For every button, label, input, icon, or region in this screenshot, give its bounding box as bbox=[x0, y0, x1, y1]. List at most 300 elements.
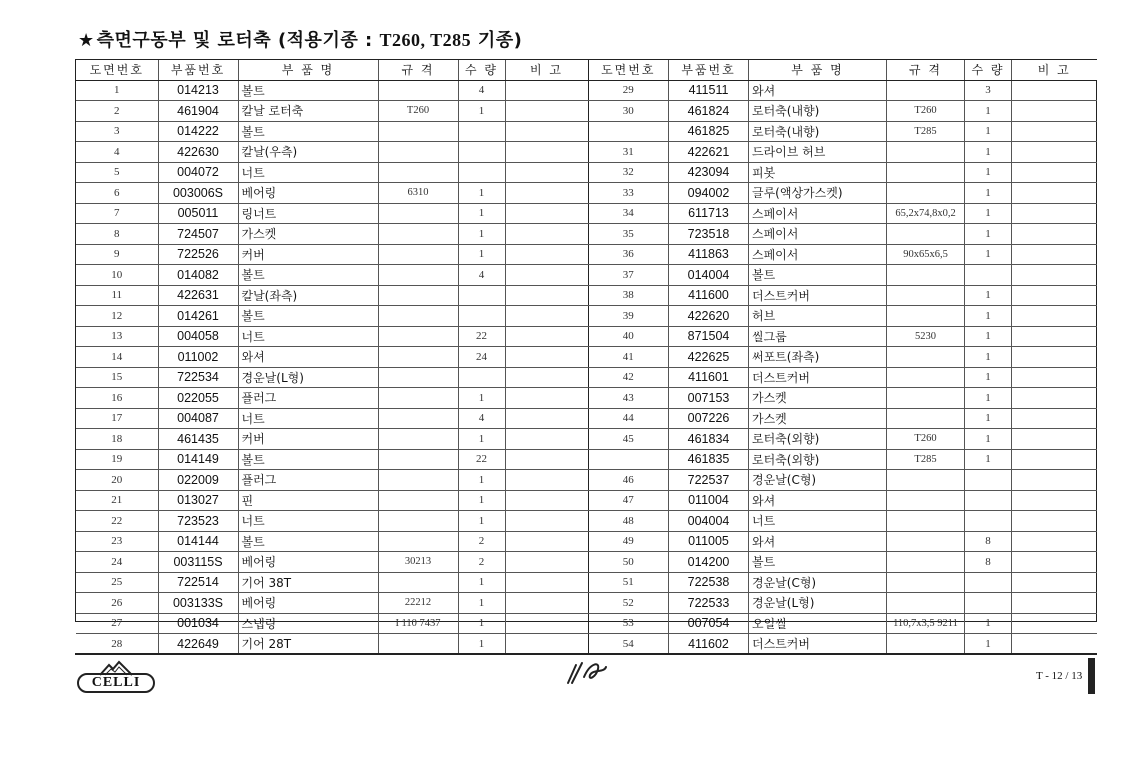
remark-cell bbox=[505, 162, 588, 183]
part-no-cell: 722526 bbox=[158, 244, 238, 265]
spec-cell: T260 bbox=[887, 101, 965, 122]
remark-cell bbox=[1012, 531, 1097, 552]
drawing-no-cell: 23 bbox=[76, 531, 158, 552]
remark-cell bbox=[505, 203, 588, 224]
part-name-cell: 볼트 bbox=[238, 80, 378, 101]
part-no-cell: 461904 bbox=[158, 101, 238, 122]
part-name-cell: 경운날(L형) bbox=[238, 367, 378, 388]
drawing-no-cell: 43 bbox=[589, 388, 669, 409]
qty-cell bbox=[458, 306, 505, 327]
spec-cell: 6310 bbox=[378, 183, 458, 204]
drawing-no-cell: 25 bbox=[76, 572, 158, 593]
qty-cell: 8 bbox=[965, 531, 1012, 552]
table-row bbox=[76, 572, 588, 593]
spec-cell bbox=[378, 347, 458, 368]
table-row bbox=[589, 224, 1097, 245]
table-row bbox=[589, 634, 1097, 654]
drawing-no-cell: 37 bbox=[589, 265, 669, 286]
spec-cell bbox=[887, 183, 965, 204]
drawing-no-cell: 2 bbox=[76, 101, 158, 122]
spec-cell bbox=[378, 142, 458, 163]
spec-cell: I 110 7437 bbox=[378, 613, 458, 634]
table-row bbox=[76, 224, 588, 245]
drawing-no-cell: 28 bbox=[76, 634, 158, 654]
part-no-cell: 411602 bbox=[669, 634, 749, 654]
qty-cell bbox=[965, 593, 1012, 614]
drawing-no-cell: 52 bbox=[589, 593, 669, 614]
remark-cell bbox=[1012, 101, 1097, 122]
part-name-cell: 써포트(좌측) bbox=[749, 347, 887, 368]
spec-cell bbox=[887, 593, 965, 614]
part-no-cell: 411601 bbox=[669, 367, 749, 388]
remark-cell bbox=[505, 80, 588, 101]
drawing-no-cell: 30 bbox=[589, 101, 669, 122]
part-no-cell: 001034 bbox=[158, 613, 238, 634]
part-name-cell: 더스트커버 bbox=[749, 285, 887, 306]
remark-cell bbox=[1012, 244, 1097, 265]
drawing-no-cell: 51 bbox=[589, 572, 669, 593]
spec-cell bbox=[378, 306, 458, 327]
remark-cell bbox=[1012, 470, 1097, 491]
drawing-no-cell: 5 bbox=[76, 162, 158, 183]
part-no-cell: 003133S bbox=[158, 593, 238, 614]
part-no-cell: 004072 bbox=[158, 162, 238, 183]
table-row bbox=[76, 142, 588, 163]
part-name-cell: 경운날(L형) bbox=[749, 593, 887, 614]
qty-cell: 4 bbox=[458, 408, 505, 429]
part-name-cell: 글루(액상가스켓) bbox=[749, 183, 887, 204]
table-row bbox=[76, 634, 588, 654]
drawing-no-cell: 46 bbox=[589, 470, 669, 491]
drawing-no-cell: 1 bbox=[76, 80, 158, 101]
spec-cell bbox=[887, 531, 965, 552]
remark-cell bbox=[505, 408, 588, 429]
handwritten-signature bbox=[560, 655, 620, 687]
drawing-no-cell: 48 bbox=[589, 511, 669, 532]
part-name-cell: 커버 bbox=[238, 429, 378, 450]
table-row bbox=[76, 593, 588, 614]
part-no-cell: 011004 bbox=[669, 490, 749, 511]
part-name-cell: 로터축(내향) bbox=[749, 121, 887, 142]
spec-cell: 90x65x6,5 bbox=[887, 244, 965, 265]
qty-cell: 1 bbox=[965, 244, 1012, 265]
table-header-row bbox=[76, 60, 588, 80]
part-name-cell: 피봇 bbox=[749, 162, 887, 183]
spec-cell: 22212 bbox=[378, 593, 458, 614]
drawing-no-cell: 41 bbox=[589, 347, 669, 368]
table-row bbox=[589, 531, 1097, 552]
header-qty: 수 량 bbox=[458, 60, 505, 80]
table-row bbox=[76, 470, 588, 491]
part-name-cell: 베어링 bbox=[238, 183, 378, 204]
part-name-cell: 경운날(C형) bbox=[749, 470, 887, 491]
spec-cell: 65,2x74,8x0,2 bbox=[887, 203, 965, 224]
drawing-no-cell: 34 bbox=[589, 203, 669, 224]
part-no-cell: 014261 bbox=[158, 306, 238, 327]
title-tail: 기종) bbox=[471, 30, 523, 51]
remark-cell bbox=[505, 449, 588, 470]
table-row bbox=[589, 408, 1097, 429]
remark-cell bbox=[505, 511, 588, 532]
part-no-cell: 722533 bbox=[669, 593, 749, 614]
part-name-cell: 와셔 bbox=[749, 490, 887, 511]
qty-cell bbox=[458, 162, 505, 183]
table-row bbox=[589, 101, 1097, 122]
part-no-cell: 005011 bbox=[158, 203, 238, 224]
spec-cell bbox=[887, 224, 965, 245]
remark-cell bbox=[1012, 265, 1097, 286]
drawing-no-cell: 10 bbox=[76, 265, 158, 286]
celli-logo bbox=[77, 660, 155, 694]
part-no-cell: 014200 bbox=[669, 552, 749, 573]
spec-cell bbox=[887, 388, 965, 409]
spec-cell bbox=[887, 265, 965, 286]
qty-cell bbox=[458, 142, 505, 163]
drawing-no-cell: 21 bbox=[76, 490, 158, 511]
remark-cell bbox=[1012, 347, 1097, 368]
header-qty: 수 량 bbox=[965, 60, 1012, 80]
part-no-cell: 723523 bbox=[158, 511, 238, 532]
table-row bbox=[589, 552, 1097, 573]
qty-cell: 1 bbox=[458, 388, 505, 409]
qty-cell: 1 bbox=[965, 101, 1012, 122]
remark-cell bbox=[505, 244, 588, 265]
drawing-no-cell: 33 bbox=[589, 183, 669, 204]
drawing-no-cell bbox=[589, 449, 669, 470]
part-name-cell: 볼트 bbox=[238, 121, 378, 142]
table-row bbox=[589, 162, 1097, 183]
spec-cell bbox=[887, 80, 965, 101]
part-name-cell: 스냅링 bbox=[238, 613, 378, 634]
table-row bbox=[76, 347, 588, 368]
header-part-no: 부품번호 bbox=[669, 60, 749, 80]
qty-cell: 1 bbox=[965, 203, 1012, 224]
part-no-cell: 871504 bbox=[669, 326, 749, 347]
drawing-no-cell: 13 bbox=[76, 326, 158, 347]
part-name-cell: 볼트 bbox=[238, 265, 378, 286]
table-row bbox=[76, 162, 588, 183]
remark-cell bbox=[1012, 511, 1097, 532]
table-row bbox=[589, 306, 1097, 327]
part-no-cell: 014082 bbox=[158, 265, 238, 286]
remark-cell bbox=[505, 224, 588, 245]
spec-cell bbox=[887, 552, 965, 573]
spec-cell: 5230 bbox=[887, 326, 965, 347]
header-remark: 비 고 bbox=[505, 60, 588, 80]
part-name-cell: 씰그룹 bbox=[749, 326, 887, 347]
qty-cell: 22 bbox=[458, 449, 505, 470]
part-name-cell: 너트 bbox=[238, 408, 378, 429]
qty-cell: 1 bbox=[965, 121, 1012, 142]
qty-cell: 1 bbox=[458, 572, 505, 593]
part-no-cell: 722514 bbox=[158, 572, 238, 593]
part-no-cell: 422620 bbox=[669, 306, 749, 327]
table-row bbox=[76, 80, 588, 101]
remark-cell bbox=[1012, 613, 1097, 634]
table-row bbox=[76, 265, 588, 286]
drawing-no-cell: 39 bbox=[589, 306, 669, 327]
table-row bbox=[76, 408, 588, 429]
table-row bbox=[589, 347, 1097, 368]
spec-cell bbox=[378, 531, 458, 552]
spec-cell bbox=[378, 367, 458, 388]
table-row bbox=[76, 511, 588, 532]
part-name-cell: 너트 bbox=[749, 511, 887, 532]
spec-cell bbox=[378, 634, 458, 654]
part-no-cell: 611713 bbox=[669, 203, 749, 224]
part-name-cell: 와셔 bbox=[749, 80, 887, 101]
table-row bbox=[589, 285, 1097, 306]
drawing-no-cell: 16 bbox=[76, 388, 158, 409]
remark-cell bbox=[1012, 80, 1097, 101]
part-name-cell: 가스켓 bbox=[749, 408, 887, 429]
part-name-cell: 로터축(외향) bbox=[749, 429, 887, 450]
table-row bbox=[589, 388, 1097, 409]
header-drawing-no: 도면번호 bbox=[589, 60, 669, 80]
qty-cell: 1 bbox=[458, 593, 505, 614]
qty-cell: 2 bbox=[458, 531, 505, 552]
qty-cell: 1 bbox=[965, 449, 1012, 470]
part-no-cell: 007054 bbox=[669, 613, 749, 634]
part-no-cell: 422631 bbox=[158, 285, 238, 306]
part-no-cell: 013027 bbox=[158, 490, 238, 511]
remark-cell bbox=[1012, 326, 1097, 347]
remark-cell bbox=[1012, 552, 1097, 573]
spec-cell: 30213 bbox=[378, 552, 458, 573]
drawing-no-cell: 36 bbox=[589, 244, 669, 265]
drawing-no-cell: 7 bbox=[76, 203, 158, 224]
drawing-no-cell: 18 bbox=[76, 429, 158, 450]
spec-cell bbox=[887, 347, 965, 368]
header-part-no: 부품번호 bbox=[158, 60, 238, 80]
table-row bbox=[589, 244, 1097, 265]
table-row bbox=[76, 552, 588, 573]
table-row bbox=[589, 572, 1097, 593]
part-name-cell: 링너트 bbox=[238, 203, 378, 224]
remark-cell bbox=[1012, 285, 1097, 306]
part-no-cell: 014222 bbox=[158, 121, 238, 142]
part-name-cell: 로터축(내향) bbox=[749, 101, 887, 122]
remark-cell bbox=[1012, 306, 1097, 327]
qty-cell bbox=[458, 367, 505, 388]
page-edge-bar bbox=[1088, 658, 1095, 694]
qty-cell: 1 bbox=[458, 490, 505, 511]
qty-cell: 1 bbox=[965, 429, 1012, 450]
part-name-cell: 칼날(우측) bbox=[238, 142, 378, 163]
table-header-row bbox=[589, 60, 1097, 80]
part-no-cell: 003006S bbox=[158, 183, 238, 204]
remark-cell bbox=[505, 490, 588, 511]
part-name-cell: 칼날 로터축 bbox=[238, 101, 378, 122]
spec-cell bbox=[378, 326, 458, 347]
spec-cell bbox=[887, 367, 965, 388]
drawing-no-cell: 45 bbox=[589, 429, 669, 450]
qty-cell: 1 bbox=[965, 388, 1012, 409]
drawing-no-cell: 12 bbox=[76, 306, 158, 327]
drawing-no-cell: 14 bbox=[76, 347, 158, 368]
remark-cell bbox=[505, 326, 588, 347]
part-name-cell: 볼트 bbox=[238, 306, 378, 327]
table-row bbox=[76, 121, 588, 142]
spec-cell bbox=[887, 470, 965, 491]
part-no-cell: 411600 bbox=[669, 285, 749, 306]
qty-cell: 24 bbox=[458, 347, 505, 368]
qty-cell: 1 bbox=[458, 101, 505, 122]
table-row bbox=[76, 367, 588, 388]
part-name-cell: 가스켓 bbox=[749, 388, 887, 409]
drawing-no-cell: 53 bbox=[589, 613, 669, 634]
table-row bbox=[589, 511, 1097, 532]
remark-cell bbox=[1012, 408, 1097, 429]
drawing-no-cell: 6 bbox=[76, 183, 158, 204]
qty-cell: 3 bbox=[965, 80, 1012, 101]
drawing-no-cell bbox=[589, 121, 669, 142]
spec-cell bbox=[378, 121, 458, 142]
drawing-no-cell: 42 bbox=[589, 367, 669, 388]
remark-cell bbox=[1012, 572, 1097, 593]
spec-cell: T285 bbox=[887, 449, 965, 470]
qty-cell bbox=[965, 265, 1012, 286]
part-name-cell: 와셔 bbox=[749, 531, 887, 552]
title-models: T260, T285 bbox=[379, 30, 472, 50]
part-name-cell: 칼날(좌측) bbox=[238, 285, 378, 306]
part-no-cell: 724507 bbox=[158, 224, 238, 245]
part-name-cell: 스페이서 bbox=[749, 224, 887, 245]
spec-cell bbox=[378, 470, 458, 491]
part-name-cell: 기어 28T bbox=[238, 634, 378, 654]
part-name-cell: 볼트 bbox=[749, 552, 887, 573]
drawing-no-cell: 22 bbox=[76, 511, 158, 532]
part-no-cell: 461435 bbox=[158, 429, 238, 450]
part-no-cell: 011002 bbox=[158, 347, 238, 368]
spec-cell bbox=[887, 285, 965, 306]
table-row bbox=[589, 613, 1097, 634]
table-row bbox=[589, 593, 1097, 614]
qty-cell: 1 bbox=[458, 429, 505, 450]
table-row bbox=[589, 470, 1097, 491]
spec-cell bbox=[378, 265, 458, 286]
table-row bbox=[76, 183, 588, 204]
qty-cell: 1 bbox=[458, 511, 505, 532]
qty-cell bbox=[458, 285, 505, 306]
remark-cell bbox=[1012, 490, 1097, 511]
part-name-cell: 오일씰 bbox=[749, 613, 887, 634]
part-no-cell: 094002 bbox=[669, 183, 749, 204]
remark-cell bbox=[1012, 203, 1097, 224]
table-row bbox=[76, 244, 588, 265]
drawing-no-cell: 44 bbox=[589, 408, 669, 429]
parts-list bbox=[75, 59, 1097, 652]
part-no-cell: 722538 bbox=[669, 572, 749, 593]
part-no-cell: 422625 bbox=[669, 347, 749, 368]
part-no-cell: 423094 bbox=[669, 162, 749, 183]
spec-cell bbox=[378, 449, 458, 470]
part-no-cell: 411511 bbox=[669, 80, 749, 101]
table-row bbox=[76, 613, 588, 634]
remark-cell bbox=[1012, 183, 1097, 204]
title-main: 측면구동부 및 로터축 bbox=[96, 30, 278, 51]
header-spec: 규 격 bbox=[378, 60, 458, 80]
part-no-cell: 014213 bbox=[158, 80, 238, 101]
qty-cell: 1 bbox=[458, 203, 505, 224]
qty-cell bbox=[965, 470, 1012, 491]
remark-cell bbox=[1012, 429, 1097, 450]
remark-cell bbox=[505, 531, 588, 552]
table-row bbox=[589, 265, 1097, 286]
part-name-cell: 너트 bbox=[238, 162, 378, 183]
part-no-cell: 723518 bbox=[669, 224, 749, 245]
table-row bbox=[76, 490, 588, 511]
remark-cell bbox=[505, 142, 588, 163]
drawing-no-cell: 8 bbox=[76, 224, 158, 245]
drawing-no-cell: 24 bbox=[76, 552, 158, 573]
table-row bbox=[76, 101, 588, 122]
remark-cell bbox=[1012, 224, 1097, 245]
remark-cell bbox=[505, 634, 588, 654]
spec-cell bbox=[378, 203, 458, 224]
qty-cell: 8 bbox=[965, 552, 1012, 573]
part-no-cell: 004087 bbox=[158, 408, 238, 429]
part-name-cell: 플러그 bbox=[238, 388, 378, 409]
table-row bbox=[589, 367, 1097, 388]
remark-cell bbox=[505, 593, 588, 614]
remark-cell bbox=[505, 572, 588, 593]
title-paren: (적용기종 : bbox=[277, 30, 380, 51]
qty-cell: 1 bbox=[965, 183, 1012, 204]
drawing-no-cell: 4 bbox=[76, 142, 158, 163]
remark-cell bbox=[505, 306, 588, 327]
table-row bbox=[76, 285, 588, 306]
drawing-no-cell: 50 bbox=[589, 552, 669, 573]
part-no-cell: 461825 bbox=[669, 121, 749, 142]
remark-cell bbox=[505, 552, 588, 573]
table-row bbox=[589, 121, 1097, 142]
table-row bbox=[589, 183, 1097, 204]
drawing-no-cell: 17 bbox=[76, 408, 158, 429]
spec-cell bbox=[378, 572, 458, 593]
remark-cell bbox=[505, 429, 588, 450]
remark-cell bbox=[1012, 162, 1097, 183]
part-name-cell: 너트 bbox=[238, 326, 378, 347]
part-no-cell: 014004 bbox=[669, 265, 749, 286]
part-no-cell: 461824 bbox=[669, 101, 749, 122]
qty-cell: 1 bbox=[965, 408, 1012, 429]
qty-cell: 1 bbox=[458, 613, 505, 634]
parts-table-left bbox=[76, 60, 589, 654]
drawing-no-cell: 54 bbox=[589, 634, 669, 654]
qty-cell bbox=[965, 490, 1012, 511]
remark-cell bbox=[1012, 121, 1097, 142]
spec-cell: T260 bbox=[887, 429, 965, 450]
part-name-cell: 베어링 bbox=[238, 593, 378, 614]
part-no-cell: 022009 bbox=[158, 470, 238, 491]
drawing-no-cell: 19 bbox=[76, 449, 158, 470]
spec-cell bbox=[887, 572, 965, 593]
spec-cell bbox=[887, 408, 965, 429]
drawing-no-cell: 3 bbox=[76, 121, 158, 142]
spec-cell: 110,7x3,5 9211 bbox=[887, 613, 965, 634]
spec-cell bbox=[378, 224, 458, 245]
part-name-cell: 볼트 bbox=[238, 531, 378, 552]
table-row bbox=[76, 388, 588, 409]
remark-cell bbox=[505, 121, 588, 142]
logo-text: CELLI bbox=[77, 673, 155, 693]
remark-cell bbox=[505, 101, 588, 122]
part-no-cell: 003115S bbox=[158, 552, 238, 573]
qty-cell: 4 bbox=[458, 80, 505, 101]
remark-cell bbox=[505, 183, 588, 204]
parts-table-right-body bbox=[589, 80, 1097, 654]
